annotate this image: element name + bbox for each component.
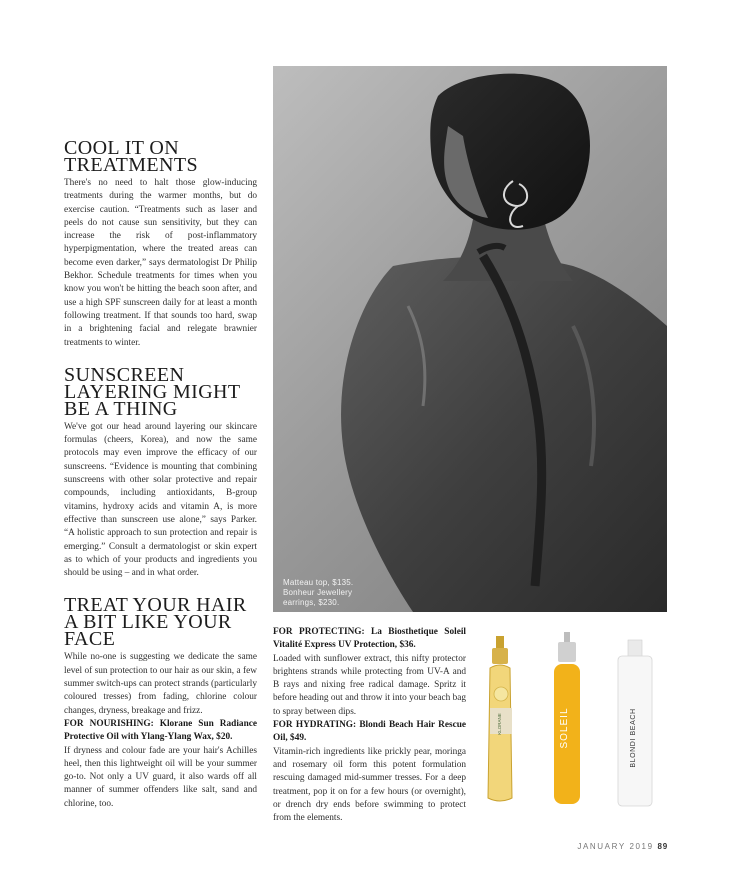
section-body: We've got our head around layering our skincare formulas (cheers, Korea), and now the same protocols may even improve the efficacy of our sunscreens. “Evidence is mounting that combining sunscreens with other solar protective and repair compounds, including antioxidants, B-group vitamins, hydroxy acids and vitamin A, is more effective than sunscreen use alone,” says Parker. “A holistic approach to sun protection and repair is emerging.” Consult a dermatologist or skin expert as to which of your products and ingredients you should be using – and in what order. bbox=[64, 421, 257, 579]
page-number: 89 bbox=[657, 842, 668, 851]
model-illustration bbox=[273, 66, 667, 612]
klorane-bottle bbox=[488, 636, 512, 801]
section-treat-hair bbox=[64, 594, 257, 811]
folio-month: JANUARY 2019 bbox=[577, 842, 654, 851]
page-folio bbox=[577, 842, 668, 851]
middle-column bbox=[273, 626, 466, 825]
product-callout-protecting: FOR PROTECTING: La Biosthetique Soleil Vitalité Express UV Protection, $36. bbox=[273, 627, 466, 651]
photo-caption: Matteau top, $135. Bonheur Jewellery earrings, $230. bbox=[283, 578, 354, 607]
editorial-photo bbox=[273, 66, 667, 612]
soleil-label: SOLEIL bbox=[559, 707, 570, 749]
section-heading: TREAT YOUR HAIR A BIT LIKE YOUR FACE bbox=[64, 594, 247, 651]
section-heading: SUNSCREEN LAYERING MIGHT BE A THING bbox=[64, 363, 241, 420]
section-body: Vitamin-rich ingredients like prickly pear, moringa and rosemary oil form this potent formulation rescuing damaged mid-summer tresses. For a deep treatment, pop it on for a few hours (or overnight), or drench dry ends before swimming to protect from the elements. bbox=[273, 746, 466, 824]
klorane-label: KLORANE bbox=[497, 713, 502, 735]
section-body: Loaded with sunflower extract, this nifty protector brightens strands while protecting from UV-A and B rays and nixing free radical damage. Spritz it before heading out and throw it into your beach bag to spray between dips. bbox=[273, 653, 466, 717]
soleil-bottle bbox=[554, 632, 580, 804]
section-heading: COOL IT ON TREATMENTS bbox=[64, 137, 198, 176]
product-shot bbox=[478, 628, 668, 812]
product-callout-nourishing: FOR NOURISHING: Klorane Sun Radiance Protective Oil with Ylang-Ylang Wax, $20. bbox=[64, 718, 257, 743]
section-sunscreen-layering bbox=[64, 363, 257, 581]
product-callout-hydrating: FOR HYDRATING: Blondi Beach Hair Rescue Oil, $49. bbox=[273, 720, 466, 744]
blondi-label: BLONDI BEACH bbox=[630, 708, 637, 768]
left-column bbox=[64, 137, 257, 811]
section-body: If dryness and colour fade are your hair's Achilles heel, then this lightweight oil will be your summer go-to. Not only a UV guard, it also wards off all manner of summer offenders like salt, sand and chlorine, too. bbox=[64, 745, 257, 809]
product-bottles-illustration bbox=[478, 628, 668, 812]
blondi-beach-bottle bbox=[618, 640, 652, 806]
section-body: There's no need to halt those glow-inducing treatments during the warmer months, but do exercise caution. “Treatments such as laser and peels do not cause sun sensitivity, but they can increase the risk of post-inflammatory hyperpigmentation, where the treated areas can become even darker,” says dermatologist Dr Philip Bekhor. Schedule treatments for times when you know you won't be hitting the beach soon after, and use a high SPF sunscreen daily for at least a month following treatment. If that sounds too hard, swap in a brightening facial and relegate brawnier treatments to winter. bbox=[64, 178, 257, 348]
section-body: While no-one is suggesting we dedicate the same level of sun protection to our hair as our skin, a few summer switch-ups can protect strands (particularly coloured tresses) from fading, chlorine colour changes, dryness, breakage and frizz. bbox=[64, 652, 257, 716]
section-cool-it bbox=[64, 137, 257, 350]
